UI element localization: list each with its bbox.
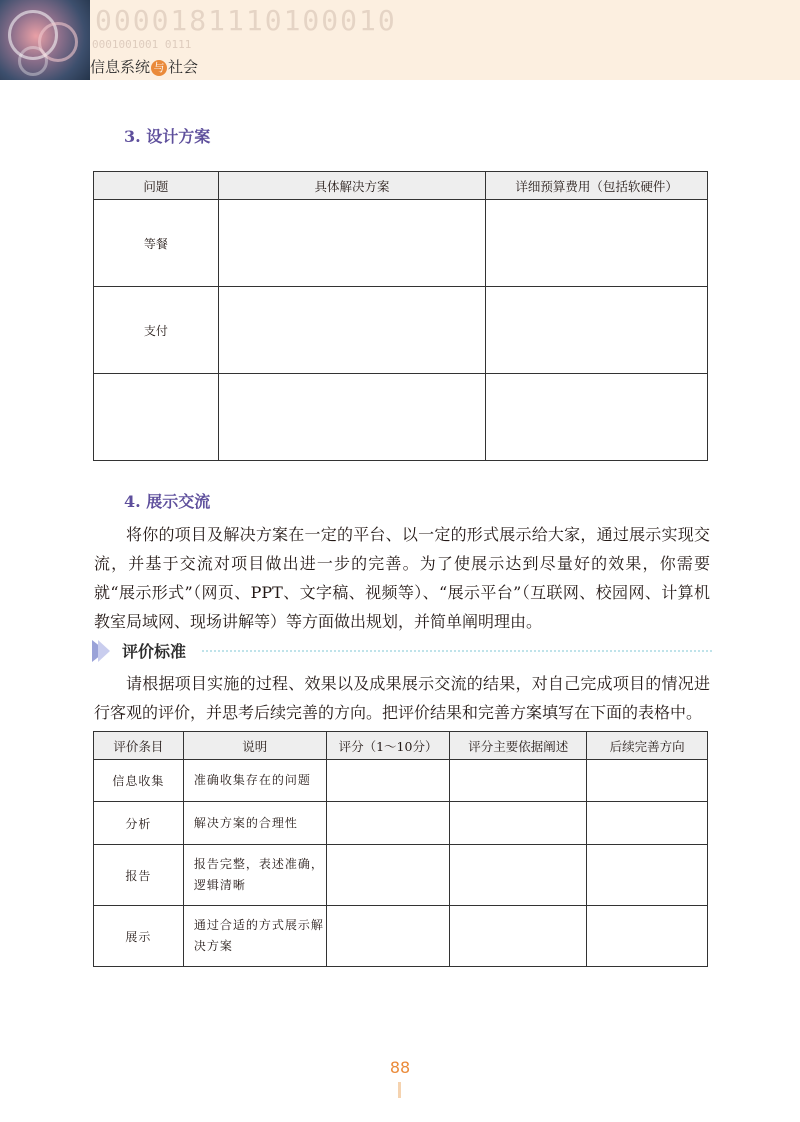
table-cell [94, 374, 219, 461]
table-header: 问题 [94, 172, 219, 200]
page-number: 88 [389, 1058, 411, 1077]
table-cell [486, 200, 708, 287]
and-badge: 与 [151, 60, 167, 76]
section-4-title: 4. 展示交流 [124, 492, 211, 511]
table-cell [587, 845, 708, 906]
table-cell: 报告完整，表述准确，逻辑清晰 [183, 845, 326, 906]
table-row [94, 906, 708, 967]
table-cell: 分析 [94, 802, 184, 845]
section-3-title: 3. 设计方案 [124, 127, 211, 146]
table-row [94, 374, 708, 461]
table-header: 评分（1～10分） [326, 732, 450, 760]
table-header: 评价条目 [94, 732, 184, 760]
table-cell [218, 287, 486, 374]
header-binary-digits: 0000181110100010 [95, 4, 397, 37]
table-cell [218, 374, 486, 461]
table-header: 说明 [183, 732, 326, 760]
table-cell [587, 906, 708, 967]
table-cell [486, 287, 708, 374]
table-row [94, 760, 708, 802]
table-cell [450, 802, 587, 845]
table-cell: 展示 [94, 906, 184, 967]
table-cell [450, 845, 587, 906]
table-row [94, 287, 708, 374]
triangle-marker-icon [98, 640, 110, 662]
table-cell [587, 802, 708, 845]
page-number-tick [398, 1082, 401, 1098]
book-title: 信息系统 与 社会 [90, 58, 199, 76]
evaluation-heading [92, 637, 712, 665]
page-header [0, 0, 800, 80]
evaluation-paragraph: 请根据项目实施的过程、效果以及成果展示交流的结果，对自己完成项目的情况进行客观的评价，并思考后续完善的方向。把评价结果和完善方案填写在下面的表格中。 [94, 674, 710, 722]
evaluation-title: 评价标准 [122, 642, 187, 661]
table-header: 详细预算费用（包括软硬件） [486, 172, 708, 200]
table-cell [326, 802, 450, 845]
design-plan-table [93, 171, 708, 461]
table-cell: 支付 [94, 287, 219, 374]
table-cell: 信息收集 [94, 760, 184, 802]
table-cell [450, 906, 587, 967]
dotted-divider [202, 650, 712, 652]
table-cell [486, 374, 708, 461]
section-4-paragraph: 将你的项目及解决方案在一定的平台、以一定的形式展示给大家，通过展示实现交流，并基于交流对项目做出进一步的完善。为了使展示达到尽量好的效果，你需要就“展示形式”（网页、PPT、文字稿、视频等）、“展示平台”（互联网、校园网、计算机教室局域网、现场讲解等）等方面做出规划，并简单阐明理由。 [94, 525, 710, 631]
table-header: 后续完善方向 [587, 732, 708, 760]
table-cell [326, 760, 450, 802]
table-cell: 等餐 [94, 200, 219, 287]
table-cell: 准确收集存在的问题 [183, 760, 326, 802]
table-row [94, 845, 708, 906]
table-cell [326, 906, 450, 967]
table-row [94, 802, 708, 845]
header-gear-image [0, 0, 90, 80]
header-binary-digits-small: 0001001001 0111 [92, 38, 192, 51]
table-cell: 通过合适的方式展示解决方案 [183, 906, 326, 967]
table-cell [218, 200, 486, 287]
evaluation-table [93, 731, 708, 967]
table-header: 评分主要依据阐述 [450, 732, 587, 760]
table-header: 具体解决方案 [218, 172, 486, 200]
table-cell: 解决方案的合理性 [183, 802, 326, 845]
table-cell: 报告 [94, 845, 184, 906]
table-cell [450, 760, 587, 802]
table-cell [326, 845, 450, 906]
table-row [94, 200, 708, 287]
table-cell [587, 760, 708, 802]
